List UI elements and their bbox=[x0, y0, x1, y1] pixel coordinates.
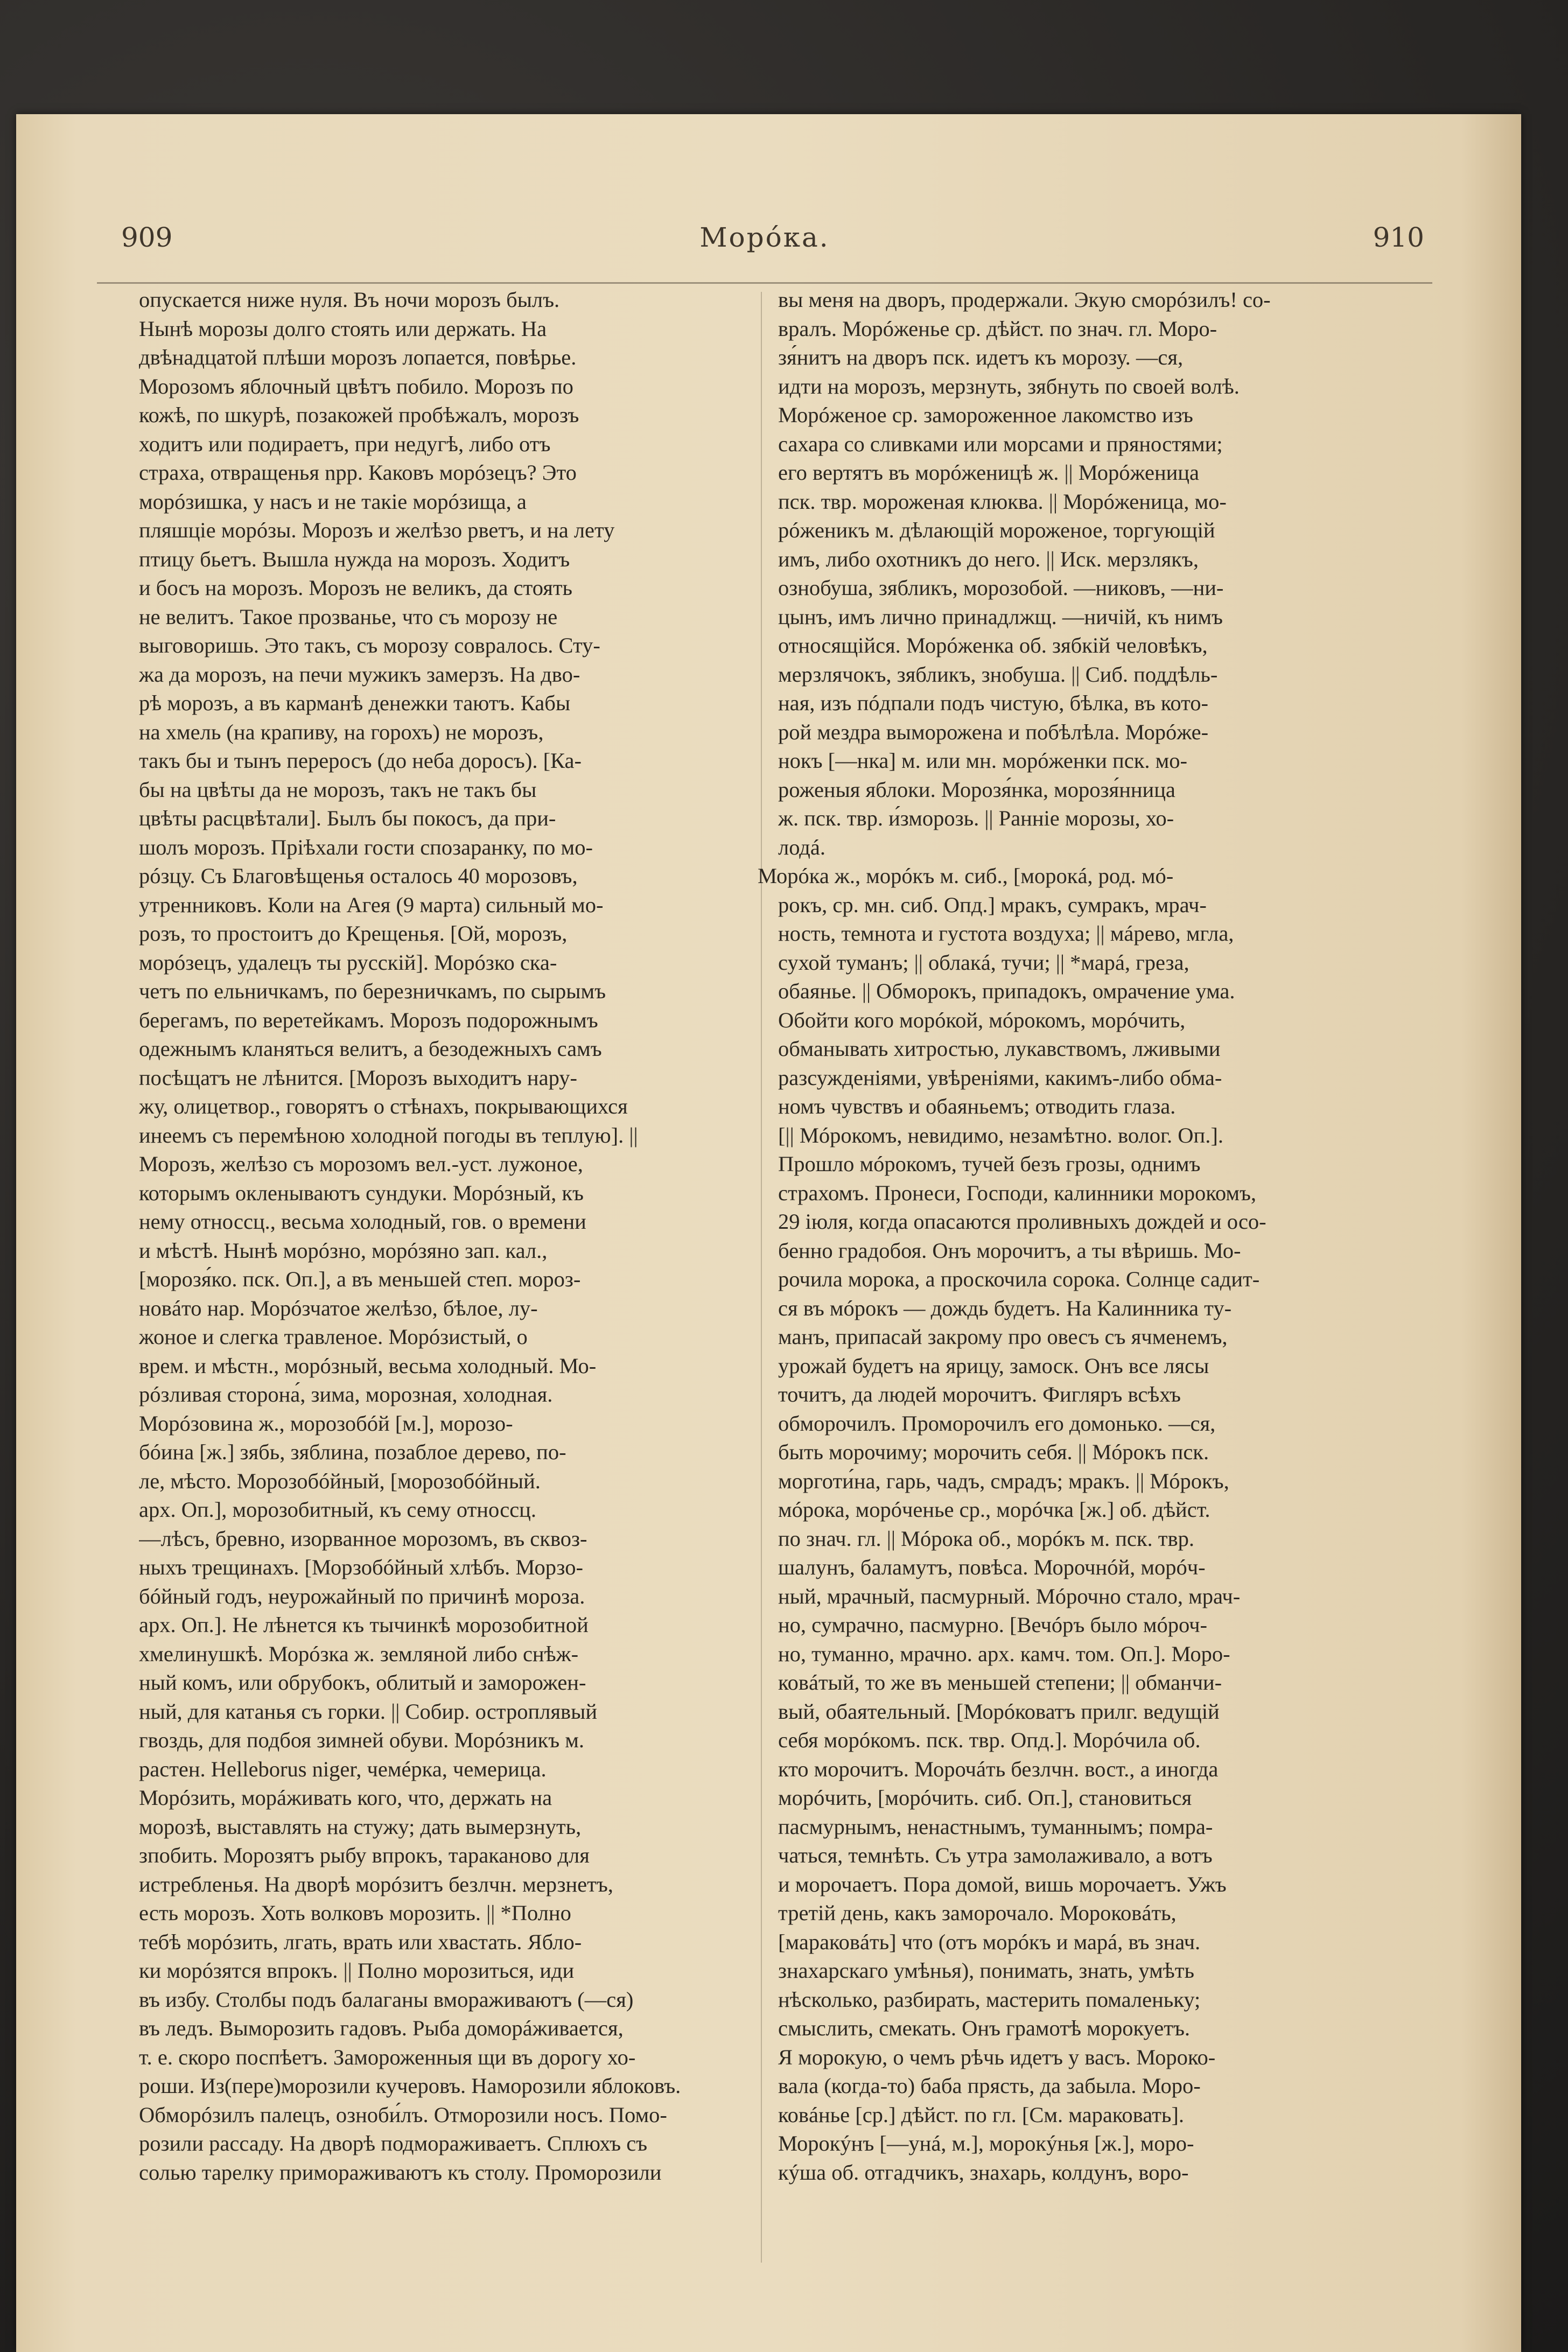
right-column-line: [|| Мóрокомъ, невидимо, незамѣтно. волог. Оп.]. bbox=[778, 1123, 1223, 1147]
right-column-line: вралъ. Морóженье ср. дѣйст. по знач. гл. Моро- bbox=[778, 316, 1217, 341]
left-page-number: 909 bbox=[121, 222, 173, 253]
left-column-line: пляшціе морóзы. Морозъ и желѣзо рветъ, и на лету bbox=[139, 518, 615, 542]
right-column-line: рóженикъ м. дѣлающій мороженое, торгующій bbox=[778, 518, 1215, 542]
right-column-line: точитъ, да людей морочитъ. Фигляръ всѣхъ bbox=[778, 1382, 1181, 1406]
right-column-line: мерзлячокъ, зябликъ, знобуша. || Сиб. поддѣль- bbox=[778, 662, 1218, 687]
left-column-line: морóзишка, у насъ и не такіе морóзища, а bbox=[139, 489, 527, 514]
left-column-line: ки морóзятся впрокъ. || Полно морозиться, иди bbox=[139, 1958, 575, 1983]
right-column-line: морóчить, [морóчить. сиб. Оп.], становиться bbox=[778, 1786, 1192, 1810]
right-column-line: но, туманно, мрачно. арх. камч. том. Оп.]. Моро- bbox=[778, 1641, 1230, 1666]
right-column-line: роженыя яблоки. Морозя́нка, морозя́нница bbox=[778, 777, 1175, 802]
right-column-line: [мараковáть] что (отъ морóкъ и марá, въ знач. bbox=[778, 1929, 1201, 1954]
left-column-line: кожѣ, по шкурѣ, позакожей пробѣжалъ, морозъ bbox=[139, 403, 579, 427]
left-column-line: посѣщатъ не лѣнится. [Морозъ выходитъ нару- bbox=[139, 1065, 578, 1090]
left-column-line: рóзцу. Съ Благовѣщенья осталось 40 морозовъ, bbox=[139, 864, 578, 888]
right-column-line: лодá. bbox=[778, 835, 826, 859]
left-column-line: Обморóзилъ палецъ, озноби́лъ. Отморозили носъ. Помо- bbox=[139, 2102, 667, 2127]
right-column-line: имъ, либо охотникъ до него. || Иск. мерзлякъ, bbox=[778, 547, 1199, 571]
left-column-line: есть морозъ. Хоть волковъ морозить. || *Полно bbox=[139, 1901, 571, 1925]
left-column-line: четъ по ельничкамъ, по березничкамъ, по сырымъ bbox=[139, 979, 606, 1003]
right-column-line: нѣсколько, разбирать, мастерить помаленьку; bbox=[778, 1987, 1201, 2012]
right-column-line: сухой туманъ; || облакá, тучи; || *марá, греза, bbox=[778, 950, 1189, 975]
left-column-line: такъ бы и тынъ переросъ (до неба доросъ). [Ка- bbox=[139, 748, 582, 773]
left-column-line: морóзецъ, удалецъ ты русскій]. Морóзко ска- bbox=[139, 950, 557, 975]
right-column-line: обаянье. || Обморокъ, припадокъ, омрачение ума. bbox=[778, 979, 1235, 1003]
right-column-line: рой мездра выморожена и побѣлѣла. Морóже- bbox=[778, 719, 1209, 744]
right-column-line: ковáтый, то же въ меньшей степени; || обманчи- bbox=[778, 1670, 1222, 1695]
right-column-line: по знач. гл. || Мóрока об., морóкъ м. пск. твр. bbox=[778, 1526, 1194, 1551]
left-column-line: нему относсц., весьма холодный, гов. о времени bbox=[139, 1209, 586, 1234]
left-column-line: Морóзовина ж., морозобóй [м.], морозо- bbox=[139, 1411, 513, 1436]
left-column-line: розъ, то простоитъ до Крещенья. [Ой, морозъ, bbox=[139, 921, 568, 946]
left-column-line: цвѣты расцвѣтали]. Былъ бы покосъ, да при- bbox=[139, 806, 556, 830]
right-column-line: разсужденіями, увѣреніями, какимъ-либо обма- bbox=[778, 1065, 1222, 1090]
page-header bbox=[97, 222, 1432, 265]
right-column-line: цынъ, имъ лично принадлжщ. —ничій, къ нимъ bbox=[778, 604, 1223, 629]
right-column-line: вы меня на дворъ, продержали. Экую сморóзилъ! со- bbox=[778, 288, 1271, 312]
right-column-line: себя морóкомъ. пск. твр. Опд.]. Морóчила об. bbox=[778, 1728, 1201, 1752]
left-column-line: Морóзить, морáживать кого, что, держать на bbox=[139, 1786, 552, 1810]
left-column-line: истребленья. На дворѣ морóзитъ безлчн. мерзнетъ, bbox=[139, 1872, 613, 1896]
header-rule bbox=[97, 282, 1432, 284]
left-column-line: бóйный годъ, неурожайный по причинѣ мороза. bbox=[139, 1584, 585, 1608]
right-column-line: морготи́на, гарь, чадъ, смрадъ; мракъ. || Мóрокъ, bbox=[778, 1468, 1229, 1493]
left-column-line: въ ледъ. Выморозить гадовъ. Рыба доморáживается, bbox=[139, 2016, 624, 2040]
right-column-line: кто морочитъ. Морочáть безлчн. вост., а иногда bbox=[778, 1756, 1219, 1781]
left-column-line: морозѣ, выставлять на стужу; дать вымерзнуть, bbox=[139, 1814, 582, 1839]
right-column-line: ознобуша, зябликъ, морозобой. —никовъ, —ни- bbox=[778, 576, 1224, 600]
right-column-line: рочила морока, а проскочила сорока. Солнце садит- bbox=[778, 1267, 1260, 1291]
left-column-line: берегамъ, по веретейкамъ. Морозъ подорожнымъ bbox=[139, 1007, 598, 1032]
left-column-line: на хмель (на крапиву, на горохъ) не морозъ, bbox=[139, 719, 544, 744]
left-column-line: ле, мѣсто. Морозобóйный, [морозобóйный. bbox=[139, 1468, 541, 1493]
left-column-line: арх. Оп.]. Не лѣнется къ тычинкѣ морозобитной bbox=[139, 1613, 589, 1637]
left-column-line: бы на цвѣты да не морозъ, такъ не такъ бы bbox=[139, 777, 537, 802]
right-column-line: ся въ мóрокъ — дождь будетъ. На Калинника ту- bbox=[778, 1296, 1232, 1320]
left-column-line: ныхъ трещинахъ. [Морзобóйный хлѣбъ. Морзо- bbox=[139, 1555, 583, 1579]
left-column-line: ный комъ, или обрубокъ, облитый и заморожен- bbox=[139, 1670, 586, 1695]
right-column-line: вый, обаятельный. [Морóковатъ прилг. ведущій bbox=[778, 1699, 1220, 1724]
right-column-line: ная, изъ пóдпали подъ чистую, бѣлка, въ кото- bbox=[778, 691, 1209, 715]
left-column-line: двѣнадцатой плѣши морозъ лопается, повѣрье. bbox=[139, 345, 577, 369]
right-column-line: обморочилъ. Проморочилъ его домонько. —ся, bbox=[778, 1411, 1216, 1436]
left-column-line: Морозомъ яблочный цвѣтъ побило. Морозъ по bbox=[139, 374, 573, 398]
left-column-line: розили рассаду. На дворѣ подмораживаетъ. Сплюхъ съ bbox=[139, 2131, 648, 2155]
left-column-line: бóина [ж.] зябь, зяблина, позаблое дерево, по- bbox=[139, 1440, 566, 1464]
left-column-line: врем. и мѣстн., морóзный, весьма холодный. Мо- bbox=[139, 1353, 597, 1378]
right-column-line: сахара со сливками или морсами и пряностями; bbox=[778, 431, 1223, 456]
left-column-line: утренниковъ. Коли на Агея (9 марта) сильный мо- bbox=[139, 892, 604, 917]
right-column-line: Морóженое ср. замороженное лакомство изъ bbox=[778, 403, 1193, 427]
left-column-line: ходитъ или подираетъ, при недугѣ, либо отъ bbox=[139, 431, 551, 456]
left-column-line: рѣ морозъ, а въ карманѣ денежки таютъ. Кабы bbox=[139, 691, 571, 715]
right-column-line: ность, темнота и густота воздуха; || мáрево, мгла, bbox=[778, 921, 1234, 946]
left-column-line: шолъ морозъ. Пріѣхали гости спозаранку, по мо- bbox=[139, 835, 593, 859]
left-column-line: страха, отвращенья npp. Каковъ морóзецъ? Это bbox=[139, 460, 577, 485]
right-column-line: страхомъ. Пронеси, Господи, калинники морокомъ, bbox=[778, 1180, 1257, 1205]
right-column-line: ковáнье [ср.] дѣйст. по гл. [См. мараковать]. bbox=[778, 2102, 1184, 2127]
left-column-line: растен. Helleborus niger, чемéрка, чемерица. bbox=[139, 1756, 547, 1781]
right-column-line: зя́нитъ на дворъ пск. идетъ къ морозу. —ся, bbox=[778, 345, 1184, 369]
left-column-line: опускается ниже нуля. Въ ночи морозъ былъ. bbox=[139, 288, 560, 312]
right-column-line: Прошло мóрокомъ, тучей безъ грозы, однимъ bbox=[778, 1152, 1201, 1176]
dictionary-page bbox=[16, 114, 1521, 2352]
left-column-line: и мѣстѣ. Нынѣ морóзно, морóзяно зап. кал., bbox=[139, 1238, 548, 1263]
right-column-line: мóрока, морóченье ср., морóчка [ж.] об. дѣйст. bbox=[778, 1497, 1210, 1522]
right-column-line: пск. твр. мороженая клюква. || Морóженица, мо- bbox=[778, 489, 1227, 514]
left-column-line: которымъ окленываютъ сундуки. Морóзный, къ bbox=[139, 1180, 584, 1205]
column-divider bbox=[761, 292, 762, 2263]
left-column-line: жа да морозъ, на печи мужикъ замерзъ. На дво- bbox=[139, 662, 580, 687]
left-column-line: и босъ на морозъ. Морозъ не великъ, да стоять bbox=[139, 576, 572, 600]
right-column-line: 29 іюля, когда опасаются проливныхъ дождей и осо- bbox=[778, 1209, 1266, 1234]
left-column-line: Морозъ, желѣзо съ морозомъ вел.-уст. лужоное, bbox=[139, 1152, 583, 1176]
right-column-line: пасмурнымъ, ненастнымъ, туманнымъ; помра- bbox=[778, 1814, 1213, 1839]
left-column-line: жу, олицетвор., говорятъ о стѣнахъ, покрывающихся bbox=[139, 1094, 628, 1118]
left-column-line: зпобить. Морозятъ рыбу впрокъ, тараканово для bbox=[139, 1843, 590, 1867]
right-column-line: Обойти кого морóкой, мóрокомъ, морóчить, bbox=[778, 1007, 1186, 1032]
right-column-line: номъ чувствъ и обаяньемъ; отводить глаза. bbox=[778, 1094, 1176, 1118]
right-column-line: третій день, какъ заморочало. Мороковáть, bbox=[778, 1901, 1177, 1925]
left-column-line: птицу бьетъ. Вышла нужда на морозъ. Ходитъ bbox=[139, 547, 570, 571]
right-column-line: обманывать хитростью, лукавствомъ, лживыми bbox=[778, 1037, 1221, 1061]
left-column-line: солью тарелку примораживаютъ къ столу. Проморозили bbox=[139, 2160, 662, 2185]
right-column-line: знахарскаго умѣнья), понимать, знать, умѣть bbox=[778, 1958, 1194, 1983]
right-column-line: кýша об. отгадчикъ, знахарь, колдунъ, воро- bbox=[778, 2160, 1189, 2185]
running-head: Морóка. bbox=[699, 222, 830, 253]
right-page-number: 910 bbox=[1373, 222, 1424, 253]
left-column-line: рóзливая сторона́, зима, морозная, холодная. bbox=[139, 1382, 553, 1406]
left-column bbox=[139, 285, 753, 2187]
left-column-line: выговоришь. Это такъ, съ морозу совралось. Сту- bbox=[139, 633, 600, 657]
right-column-line: быть морочиму; морочить себя. || Мóрокъ пск. bbox=[778, 1440, 1209, 1464]
right-column-line: смыслить, смекать. Онъ грамотѣ морокуетъ. bbox=[778, 2016, 1191, 2040]
right-column-line: нокъ [—нка] м. или мн. морóженки пск. мо- bbox=[778, 748, 1187, 773]
right-column-line: ный, мрачный, пасмурный. Мóрочно стало, мрач- bbox=[778, 1584, 1241, 1608]
left-column-line: хмелинушкѣ. Морóзка ж. земляной либо снѣж- bbox=[139, 1641, 579, 1666]
right-column-line: Я морокую, о чемъ рѣчь идетъ у васъ. Мороко- bbox=[778, 2045, 1216, 2069]
left-column-line: новáто нар. Морóзчатое желѣзо, бѣлое, лу- bbox=[139, 1296, 538, 1320]
right-column-line: Морокýнъ [—унá, м.], морокýнья [ж.], моро- bbox=[778, 2131, 1194, 2155]
right-column-line: манъ, припасай закрому про овесъ съ ячменемъ, bbox=[778, 1325, 1228, 1349]
left-column-line: въ избу. Столбы подъ балаганы вмораживаютъ (—ся) bbox=[139, 1987, 634, 2012]
left-column-line: —лѣсъ, бревно, изорванное морозомъ, въ сквоз- bbox=[139, 1526, 587, 1551]
left-column-line: тебѣ морóзить, лгать, врать или хвастать. Ябло- bbox=[139, 1929, 582, 1954]
right-column-line: Морóка ж., морóкъ м. сиб., [морокá, род. мó- bbox=[758, 864, 1174, 888]
right-column-line: шалунъ, баламутъ, повѣса. Морочнóй, морóч- bbox=[778, 1555, 1206, 1579]
left-column-line: гвоздь, для подбоя зимней обуви. Морóзникъ м. bbox=[139, 1728, 585, 1752]
right-column-line: урожай будетъ на ярицу, замоск. Онъ все лясы bbox=[778, 1353, 1209, 1378]
left-column-line: ный, для катанья съ горки. || Собир. остроплявый bbox=[139, 1699, 598, 1724]
right-column-line: его вертятъ въ морóженицѣ ж. || Морóженица bbox=[778, 460, 1199, 485]
right-column-line: и морочаетъ. Пора домой, вишь морочаетъ. Ужъ bbox=[778, 1872, 1227, 1896]
left-column-line: инеемъ съ перемѣною холодной погоды въ теплую]. || bbox=[139, 1123, 638, 1147]
left-column-line: [морозя́ко. пск. Оп.], а въ меньшей степ. мороз- bbox=[139, 1267, 581, 1291]
right-column-line: идти на морозъ, мерзнуть, зябнуть по своей волѣ. bbox=[778, 374, 1240, 398]
left-column-line: не велитъ. Такое прозванье, что съ морозу не bbox=[139, 604, 558, 629]
right-column-line: ж. пск. твр. и́зморозь. || Ранніе морозы, хо- bbox=[778, 806, 1174, 830]
right-column-line: вала (когда-то) баба прясть, да забыла. Моро- bbox=[778, 2074, 1201, 2098]
left-column-line: одежнымъ кланяться велитъ, а безодежныхъ самъ bbox=[139, 1037, 602, 1061]
right-column bbox=[758, 285, 1387, 2187]
right-column-line: относящійся. Морóженка об. зябкій человѣкъ, bbox=[778, 633, 1208, 657]
right-column-line: но, сумрачно, пасмурно. [Вечóръ было мóроч- bbox=[778, 1613, 1208, 1637]
left-column-line: жоное и слегка травленое. Морóзистый, о bbox=[139, 1325, 528, 1349]
left-column-line: т. е. скоро поспѣетъ. Замороженныя щи въ дорогу хо- bbox=[139, 2045, 636, 2069]
left-column-line: арх. Оп.], морозобитный, къ сему относсц. bbox=[139, 1497, 536, 1522]
right-column-line: чаться, темнѣть. Съ утра замолаживало, а вотъ bbox=[778, 1843, 1213, 1867]
left-column-line: Нынѣ морозы долго стоять или держать. На bbox=[139, 316, 547, 341]
left-column-line: роши. Из(пере)морозили кучеровъ. Наморозили яблоковъ. bbox=[139, 2074, 681, 2098]
right-column-line: рокъ, ср. мн. сиб. Опд.] мракъ, сумракъ, мрач- bbox=[778, 892, 1207, 917]
right-column-line: бенно градобоя. Онъ морочитъ, а ты вѣришь. Мо- bbox=[778, 1238, 1241, 1263]
